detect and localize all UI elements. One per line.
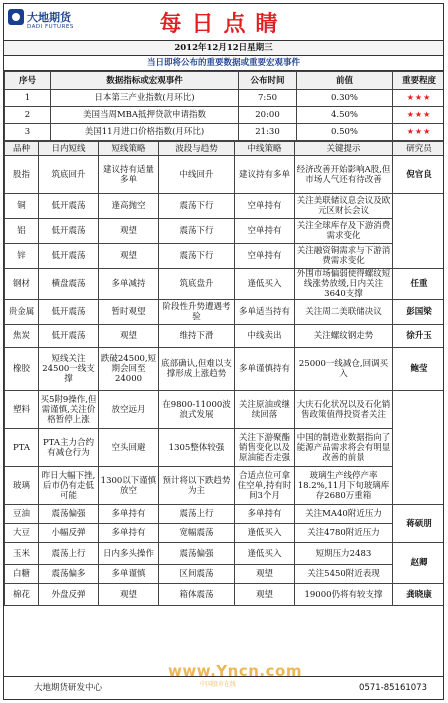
commodity-name: 钢材 — [5, 269, 39, 300]
commodities-col-header: 中线策略 — [235, 142, 295, 156]
swing-trend: 震荡下行 — [159, 244, 235, 269]
event-number: 3 — [5, 124, 51, 141]
intraday-view: 小幅反弹 — [39, 524, 99, 543]
intraday-view: 外盘反弹 — [39, 584, 99, 606]
commodity-row — [5, 194, 445, 219]
commodity-row — [5, 584, 445, 606]
commodity-name: 大豆 — [5, 524, 39, 543]
commodities-col-header: 日内短线 — [39, 142, 99, 156]
event-row — [5, 124, 445, 141]
mid-term-strategy: 逢低买入 — [235, 543, 295, 565]
short-term-strategy: 观望 — [99, 325, 159, 348]
intraday-view: 筑底回升 — [39, 156, 99, 194]
commodity-name: 橡胶 — [5, 348, 39, 391]
mid-term-strategy: 观望 — [235, 584, 295, 606]
watermark: www.Yncn.com — [168, 662, 302, 680]
mid-term-strategy: 多单谨慎持有 — [235, 348, 295, 391]
key-note: 19000仍将有较支撑 — [295, 584, 393, 606]
key-note: 关注螺纹钢走势 — [295, 325, 393, 348]
mid-term-strategy: 逢低买入 — [235, 524, 295, 543]
event-number: 1 — [5, 90, 51, 107]
report-header — [4, 4, 443, 41]
commodities-col-header: 波段与趋势 — [159, 142, 235, 156]
intraday-view: 低开震荡 — [39, 300, 99, 325]
mid-term-strategy: 多单持有 — [235, 505, 295, 524]
intraday-view: 昨日大幅下挫,后市仍有走低可能 — [39, 467, 99, 505]
events-col-header: 公布时间 — [239, 72, 297, 90]
swing-trend: 阶段性升势遭遇考验 — [159, 300, 235, 325]
short-term-strategy: 1300以下谨慎放空 — [99, 467, 159, 505]
mid-term-strategy: 关注原油或继续回落 — [235, 391, 295, 429]
event-previous-value: 0.30% — [297, 90, 393, 107]
event-row — [5, 90, 445, 107]
short-term-strategy: 建议持有适量多单 — [99, 156, 159, 194]
swing-trend: 预计将以下跌趋势为主 — [159, 467, 235, 505]
short-term-strategy: 空头回避 — [99, 429, 159, 467]
events-col-header: 序号 — [5, 72, 51, 90]
short-term-strategy: 多单持有 — [99, 524, 159, 543]
researcher-name: 鲍莹 — [393, 348, 445, 391]
event-name: 日本第三产业指数(月环比) — [51, 90, 239, 107]
mid-term-strategy: 空单持有 — [235, 194, 295, 219]
short-term-strategy: 跌破24500,短期会回至24000 — [99, 348, 159, 391]
events-table — [4, 71, 444, 141]
intraday-view: 低开震荡 — [39, 219, 99, 244]
commodity-row — [5, 244, 445, 269]
researcher-name: 倪官良 — [393, 156, 445, 194]
commodity-row — [5, 565, 445, 584]
intraday-view: 震荡偏强 — [39, 505, 99, 524]
commodity-row — [5, 300, 445, 325]
event-name: 美国当周MBA抵押贷款申请指数 — [51, 107, 239, 124]
logo-english-name: DADI FUTURES — [27, 24, 74, 30]
commodity-name: 玉米 — [5, 543, 39, 565]
report-title: 每日点睛 — [159, 12, 288, 37]
researcher-name: 龚晓康 — [393, 584, 445, 606]
short-term-strategy: 放空远月 — [99, 391, 159, 429]
mid-term-strategy: 逢低买入 — [235, 269, 295, 300]
swing-trend: 1305整体较强 — [159, 429, 235, 467]
event-time: 7:50 — [239, 90, 297, 107]
commodity-name: 塑料 — [5, 391, 39, 429]
commodity-name: 铜 — [5, 194, 39, 219]
events-header-row — [5, 72, 445, 90]
intraday-view: 低开震荡 — [39, 244, 99, 269]
short-term-strategy: 多单持有 — [99, 505, 159, 524]
commodity-name: 玻璃 — [5, 467, 39, 505]
key-note: 经济改善开始影响A股,但市场人气还有待改善 — [295, 156, 393, 194]
commodities-table — [4, 141, 444, 606]
commodity-name: 豆油 — [5, 505, 39, 524]
short-term-strategy: 观望 — [99, 244, 159, 269]
commodities-col-header: 关键提示 — [295, 142, 393, 156]
mid-term-strategy: 建议持有多单 — [235, 156, 295, 194]
short-term-strategy: 逢高抛空 — [99, 194, 159, 219]
commodity-name: 棉花 — [5, 584, 39, 606]
intraday-view: 震荡偏多 — [39, 565, 99, 584]
key-note: 短期压力2483 — [295, 543, 393, 565]
short-term-strategy: 观望 — [99, 584, 159, 606]
commodity-row — [5, 524, 445, 543]
commodity-name: 铝 — [5, 219, 39, 244]
key-note: 大庆石化状况以及石化销售政策值得投资者关注 — [295, 391, 393, 429]
swing-trend: 在9800-11000波浪式发展 — [159, 391, 235, 429]
commodities-col-header: 品种 — [5, 142, 39, 156]
event-name: 美国11月进口价格指数(月环比) — [51, 124, 239, 141]
intraday-view: 短线关注24500一线支撑 — [39, 348, 99, 391]
swing-trend: 区间震荡 — [159, 565, 235, 584]
researcher-name: 赵卿 — [393, 543, 445, 584]
footer-organization: 大地期货研发中心 — [34, 683, 103, 693]
key-note: 关注全球库存及下游消费需求变化 — [295, 219, 393, 244]
swing-trend: 震荡偏强 — [159, 543, 235, 565]
intraday-view: 买5附9操作,但需谨慎,关注价格暂停上涨 — [39, 391, 99, 429]
commodity-name: 焦炭 — [5, 325, 39, 348]
key-note: 关注美联储议息会议及欧元区财长会议 — [295, 194, 393, 219]
swing-trend: 筑底盘升 — [159, 269, 235, 300]
swing-trend: 维持下滑 — [159, 325, 235, 348]
commodities-col-header: 研究员 — [393, 142, 445, 156]
events-col-header: 重要程度 — [393, 72, 445, 90]
commodities-header-row — [5, 142, 445, 156]
swing-trend: 底部确认,但难以支撑形成上涨趋势 — [159, 348, 235, 391]
commodity-row — [5, 269, 445, 300]
key-note: 关注周二美联储决议 — [295, 300, 393, 325]
events-subtitle: 当日即将公布的重要数据或重要宏观事件 — [4, 56, 443, 71]
event-row — [5, 107, 445, 124]
researcher-name — [393, 391, 445, 505]
event-time: 20:00 — [239, 107, 297, 124]
mid-term-strategy: 中线卖出 — [235, 325, 295, 348]
intraday-view: 低开震荡 — [39, 194, 99, 219]
events-col-header: 前值 — [297, 72, 393, 90]
researcher-name: 蒋硕朋 — [393, 505, 445, 543]
mid-term-strategy: 多单适当持有 — [235, 300, 295, 325]
researcher-name: 任重 — [393, 269, 445, 300]
swing-trend: 宽幅震荡 — [159, 524, 235, 543]
footer-phone: 0571-85161073 — [359, 683, 427, 693]
researcher-name: 彭国梁 — [393, 300, 445, 325]
commodity-name: PTA — [5, 429, 39, 467]
swing-trend: 中线回升 — [159, 156, 235, 194]
key-note: 关注MA40附近压力 — [295, 505, 393, 524]
report-date: 2012年12月12日星期三 — [4, 41, 443, 56]
event-importance: ★★★ — [393, 124, 445, 141]
short-term-strategy: 暂时观望 — [99, 300, 159, 325]
commodity-name: 股指 — [5, 156, 39, 194]
daily-report-page — [3, 3, 444, 700]
mid-term-strategy: 空单持有 — [235, 219, 295, 244]
commodity-row — [5, 543, 445, 565]
intraday-view: 横盘震荡 — [39, 269, 99, 300]
commodity-name: 贵金属 — [5, 300, 39, 325]
swing-trend: 震荡下行 — [159, 194, 235, 219]
commodity-row — [5, 391, 445, 429]
key-note: 中国的制造业数据指向了能源产品需求将会有明显改善的前景 — [295, 429, 393, 467]
commodity-row — [5, 325, 445, 348]
mid-term-strategy: 合适点位可拿住空单,持有时间3个月 — [235, 467, 295, 505]
event-importance: ★★★ — [393, 107, 445, 124]
event-time: 21:30 — [239, 124, 297, 141]
event-importance: ★★★ — [393, 90, 445, 107]
commodity-row — [5, 467, 445, 505]
commodity-row — [5, 348, 445, 391]
events-col-header: 数据指标或宏观事件 — [51, 72, 239, 90]
intraday-view: 震荡上行 — [39, 543, 99, 565]
commodity-name: 白糖 — [5, 565, 39, 584]
swing-trend: 震荡下行 — [159, 219, 235, 244]
short-term-strategy: 多单谨慎 — [99, 565, 159, 584]
mid-term-strategy: 关注下游聚酯销售变化以及原油能否走强 — [235, 429, 295, 467]
event-previous-value: 0.50% — [297, 124, 393, 141]
event-previous-value: 4.50% — [297, 107, 393, 124]
key-note: 关注4780附近压力 — [295, 524, 393, 543]
commodity-row — [5, 219, 445, 244]
key-note: 关注融资铜需求与下游消费需求变化 — [295, 244, 393, 269]
key-note: 玻璃生产线停产率18.2%,11月下旬玻璃库存2680万重箱 — [295, 467, 393, 505]
key-note: 关注5450附近表现 — [295, 565, 393, 584]
mid-term-strategy: 空单持有 — [235, 244, 295, 269]
short-term-strategy: 观望 — [99, 219, 159, 244]
commodity-row — [5, 156, 445, 194]
short-term-strategy: 多单减持 — [99, 269, 159, 300]
commodity-name: 锌 — [5, 244, 39, 269]
commodity-row — [5, 429, 445, 467]
key-note: 外围市场偏弱使得螺纹短线涨势放缓,日内关注3640支撑 — [295, 269, 393, 300]
researcher-name — [393, 194, 445, 269]
watermark-sub: 中国股市在线 — [200, 681, 237, 688]
swing-trend: 箱体震荡 — [159, 584, 235, 606]
short-term-strategy: 日内多头操作 — [99, 543, 159, 565]
intraday-view: 低开震荡 — [39, 325, 99, 348]
swing-trend: 震荡上行 — [159, 505, 235, 524]
researcher-name: 徐升玉 — [393, 325, 445, 348]
event-number: 2 — [5, 107, 51, 124]
mid-term-strategy: 观望 — [235, 565, 295, 584]
commodities-col-header: 短线策略 — [99, 142, 159, 156]
intraday-view: PTA主力合约有减仓行为 — [39, 429, 99, 467]
logo-chinese-name: 大地期货 — [27, 11, 71, 24]
commodity-row — [5, 505, 445, 524]
key-note: 25000一线减仓,回调买入 — [295, 348, 393, 391]
